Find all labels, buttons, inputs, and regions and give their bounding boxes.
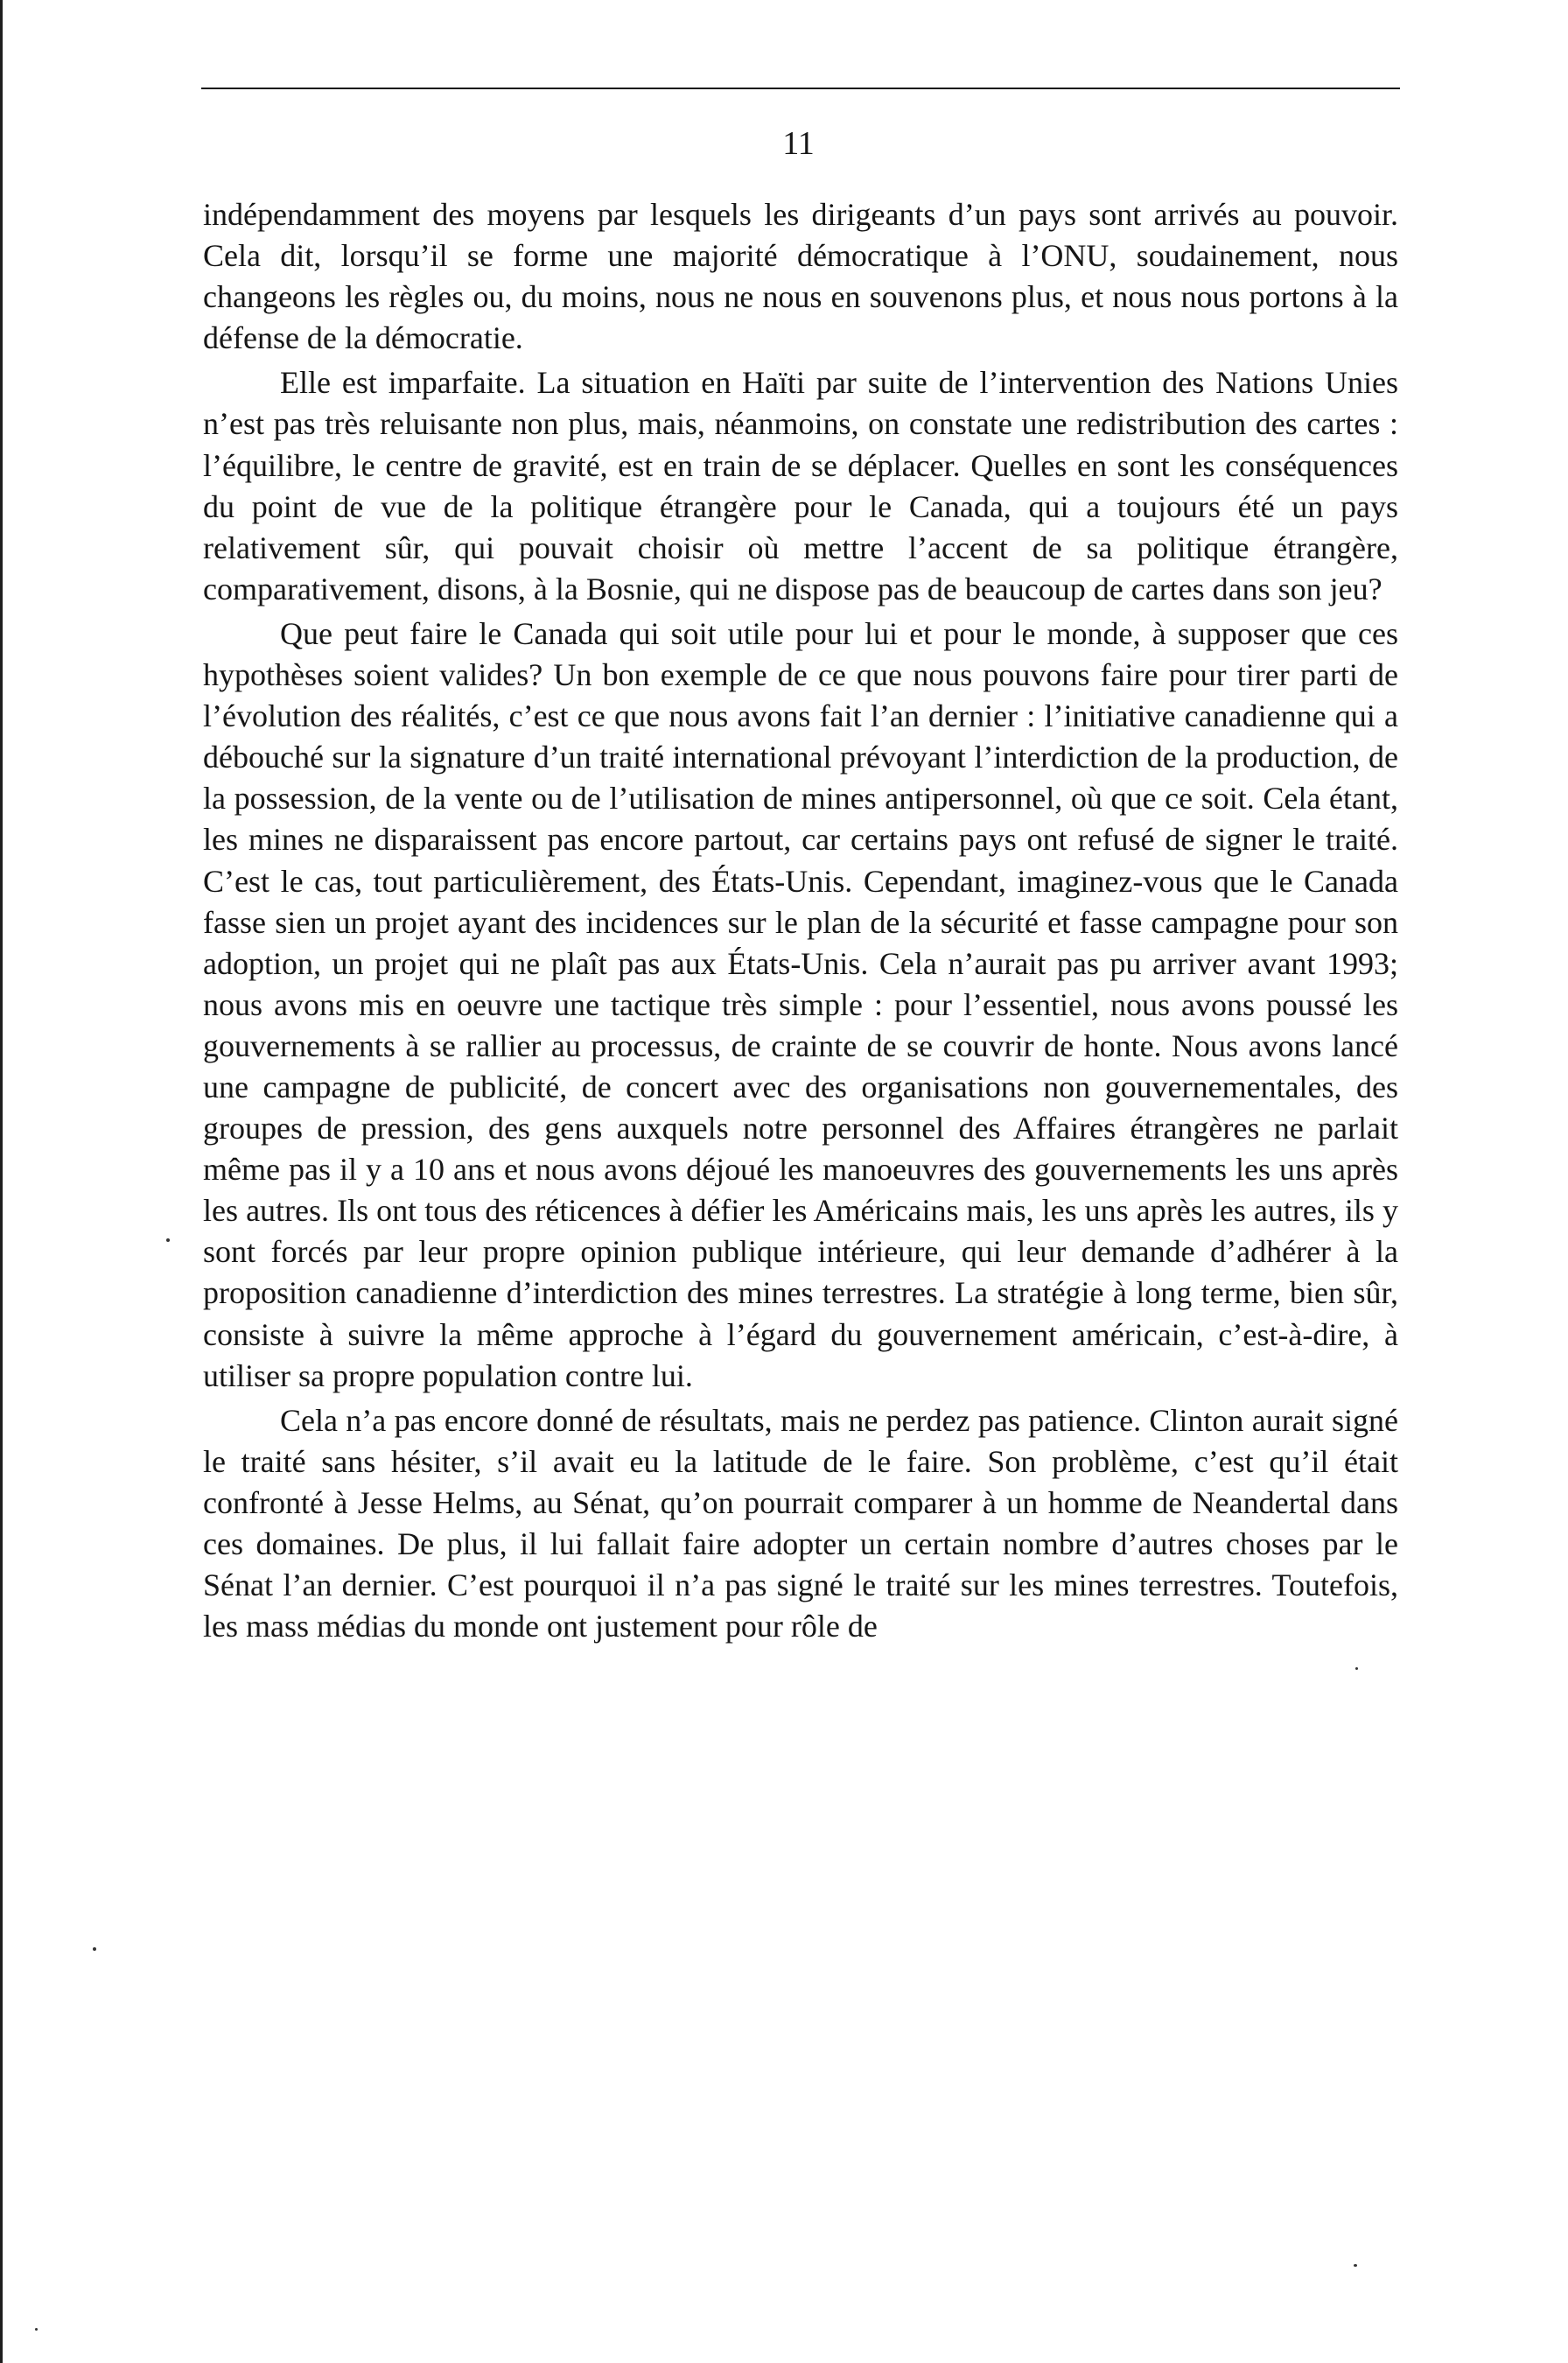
paragraph-2: Elle est imparfaite. La situation en Haïti par suite de l’intervention des Nations Unies n’est pas très reluisante non plus, mais, néanmoins, on constate une redistribution des cartes : l’équilibre, le centre de gravité, est en train de se déplacer. Quelles en sont les conséquences du point de vue de la politique étrangère pour le Canada, qui a toujours été un pays relativement sûr, qui pouvait choisir où mettre l’accent de sa politique étrangère, comparativement, disons, à la Bosnie, qui ne dispose pas de beaucoup de cartes dans son jeu? <box>203 365 1398 607</box>
paragraph-1: indépendamment des moyens par lesquels les dirigeants d’un pays sont arrivés au pouvoir. Cela dit, lorsqu’il se forme une majorité démocratique à l’ONU, soudainement, nous changeons les règles ou, du moins, nous ne nous en souvenons plus, et nous nous portons à la défense de la démocratie. <box>203 197 1398 356</box>
paragraph-4: Cela n’a pas encore donné de résultats, mais ne perdez pas patience. Clinton aurait signé le traité sans hésiter, s’il avait eu la latitude de le faire. Son problème, c’est qu’il était confronté à Jesse Helms, au Sénat, qu’on pourrait comparer à un homme de Neandertal dans ces domaines. De plus, il lui fallait faire adopter un certain nombre d’autres choses par le Sénat l’an dernier. C’est pourquoi il n’a pas signé le traité sur les mines terrestres. Toutefois, les mass médias du monde ont justement pour rôle de <box>203 1402 1398 1644</box>
scan-speck <box>93 1947 96 1951</box>
scan-speck <box>1354 2264 1357 2267</box>
page-number: 11 <box>782 125 815 162</box>
body-text <box>203 194 1398 1647</box>
scan-speck <box>35 2328 38 2331</box>
scan-speck <box>166 1238 170 1242</box>
header-rule <box>201 88 1400 89</box>
scan-speck <box>1355 1667 1358 1670</box>
scan-left-edge <box>0 0 3 2363</box>
paragraph-3: Que peut faire le Canada qui soit utile pour lui et pour le monde, à supposer que ces hypothèses soient valides? Un bon exemple de ce que nous pouvons faire pour tirer parti de l’évolution des réalités, c’est ce que nous avons fait l’an dernier : l’initiative canadienne qui a débouché sur la signature d’un traité international prévoyant l’interdiction de la production, de la possession, de la vente ou de l’utilisation de mines antipersonnel, où que ce soit. Cela étant, les mines ne disparaissent pas encore partout, car certains pays ont refusé de signer le traité. C’est le cas, tout particulièrement, des États-Unis. Cependant, imaginez-vous que le Canada fasse sien un projet ayant des incidences sur le plan de la sécurité et fasse campagne pour son adoption, un projet qui ne plaît pas aux États-Unis. Cela n’aurait pas pu arriver avant 1993; nous avons mis en oeuvre une tactique très simple : pour l’essentiel, nous avons poussé les gouvernements à se rallier au processus, de crainte de se couvrir de honte. Nous avons lancé une campagne de publicité, de concert avec des organisations non gouvernementales, des groupes de pression, des gens auxquels notre personnel des Affaires étrangères ne parlait même pas il y a 10 ans et nous avons déjoué les manoeuvres des gouvernements les uns après les autres. Ils ont tous des réticences à défier les Américains mais, les uns après les autres, ils y sont forcés par leur propre opinion publique intérieure, qui leur demande d’adhérer à la proposition canadienne d’interdiction des mines terrestres. La stratégie à long terme, bien sûr, consiste à suivre la même approche à l’égard du gouvernement américain, c’est-à-dire, à utiliser sa propre population contre lui. <box>203 615 1398 1393</box>
